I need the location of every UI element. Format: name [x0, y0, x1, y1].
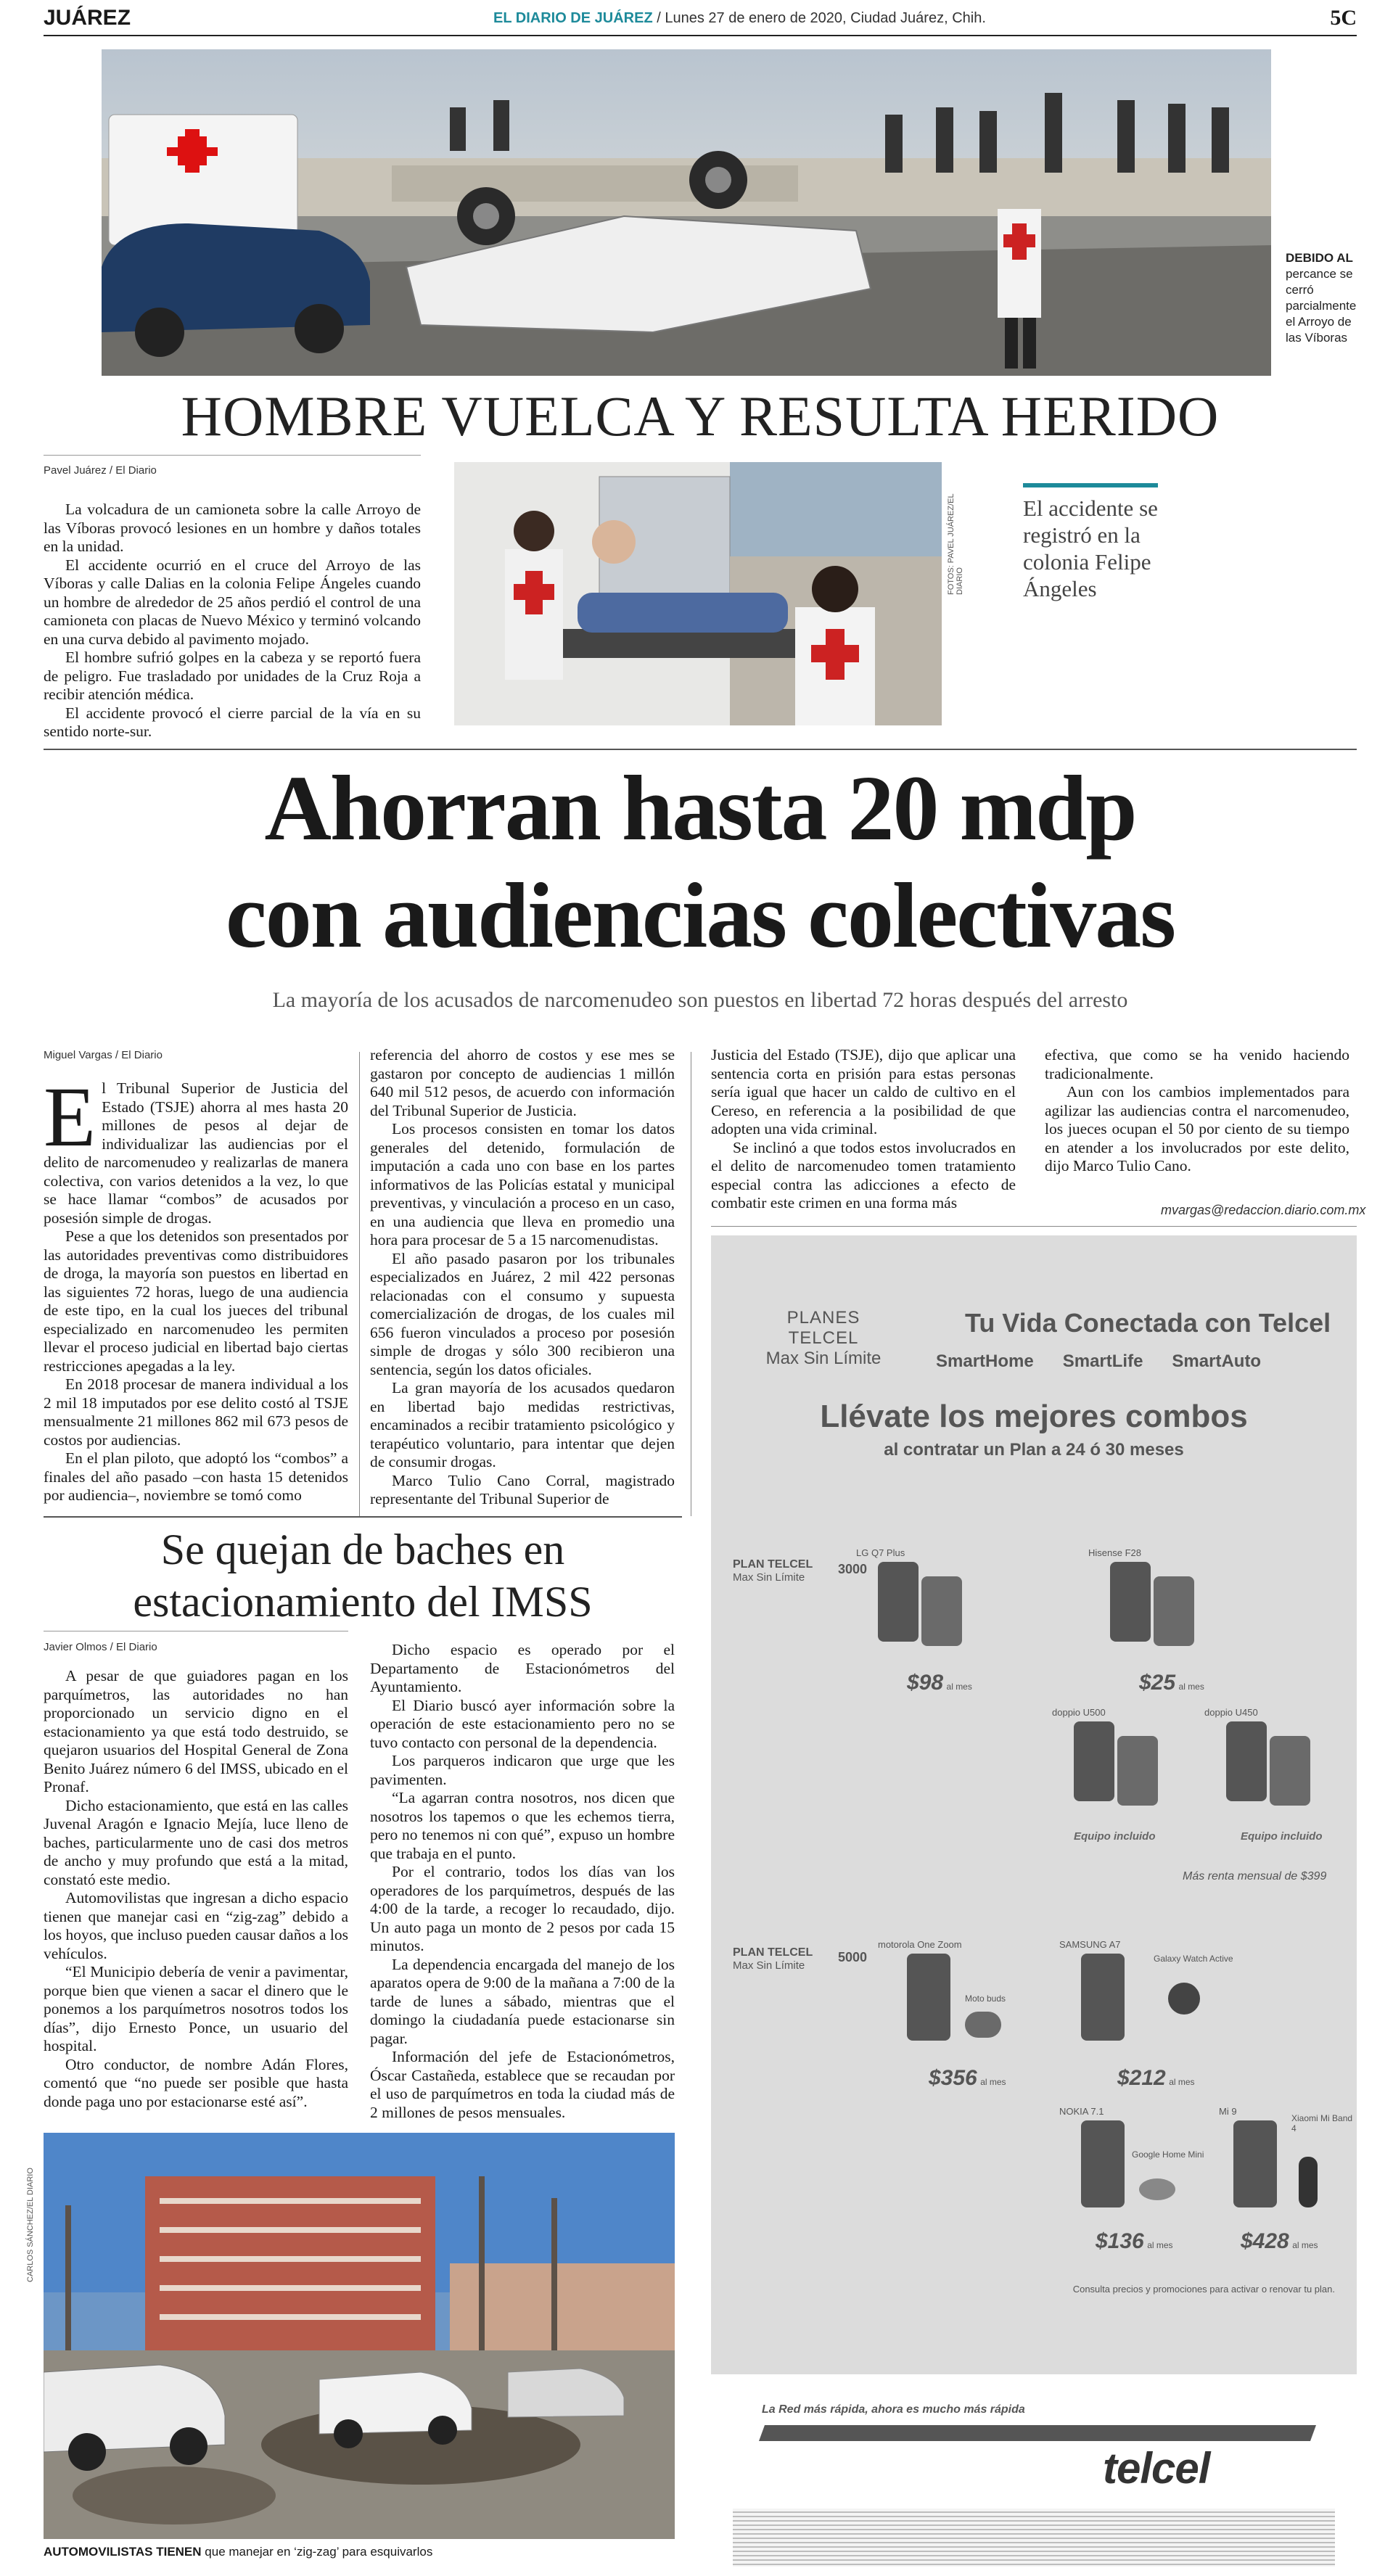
story2-col3 [711, 1046, 1016, 1213]
phone-icon [907, 1954, 950, 2041]
paragraph: El Diario buscó ayer información sobre la operación de este estacionamiento pero no se tuvo contacto con personal de la dependencia. [370, 1696, 675, 1751]
pullquote-rule [1023, 483, 1158, 487]
price-8 [1241, 2229, 1318, 2254]
speaker-icon [1139, 2178, 1175, 2200]
headline-line: Se quejan de baches en [160, 1526, 565, 1573]
equipo-1: Equipo incluido [1074, 1830, 1156, 1843]
phone-name: motorola One Zoom [878, 1939, 962, 1950]
caption-text: percance se cerró parcialmente el Arroyo de las Víboras [1286, 267, 1357, 345]
phone-icon [1110, 1562, 1151, 1642]
plan-3000-label [733, 1558, 813, 1584]
ad-brands [936, 1351, 1349, 1372]
phone-icon [1117, 1736, 1158, 1806]
phone-name: Mi 9 [1219, 2106, 1237, 2117]
price-2 [1139, 1671, 1204, 1695]
plans-label: PLANES TELCEL [786, 1308, 860, 1348]
paragraph: La volcadura de un camioneta sobre la calle Arroyo de las Víboras provocó lesiones en un hombre y daños totales en la unidad. [44, 501, 421, 555]
paragraph: Se inclinó a que todos estos involucrados en el delito de narcomenudeo tomen tratamiento especial contra las adicciones a efecto de combatir este crimen en una forma más [711, 1138, 1016, 1211]
paper-name: EL DIARIO DE JUÁREZ [493, 10, 653, 26]
paragraph: El año pasado pasaron por los tribunales especializados en Juárez, 2 mil 422 personas relacionadas con el consumo y supuesta comercialización de drogas, de los cuales mil 656 fueron vinculados a proceso por posesión simple de drogas y sólo 300 recibieron una sentencia, según los datos oficiales. [370, 1249, 675, 1378]
phone-card[interactable] [1088, 1547, 1233, 1656]
story2-headline [44, 754, 1357, 969]
story3-col2 [370, 1641, 675, 2122]
story3-byline: Javier Olmos / El Diario [44, 1641, 157, 1653]
paragraph: A pesar de que guiadores pagan en los parquímetros, las autoridades no han proporcionado un servicio digno en el estacionamiento ya que está todo destruido, se quejaron usuarios del Hospital General de Zona Benito Juárez número 6 del IMSS, ubicado en el Pronaf. [44, 1667, 348, 1795]
paragraph: El accidente provocó el cierre parcial de la vía en su sentido norte-sur. [44, 704, 421, 740]
price-6 [1117, 2066, 1195, 2091]
caption-text: que manejar en ‘zig-zag’ para esquivarlos [205, 2545, 433, 2559]
earbuds-icon [965, 2012, 1001, 2038]
paragraph: La gran mayoría de los acusados quedaron en libertad bajo medidas restrictivas, encaminados a recibir tratamiento psicológico y terapéutico voluntario, para intentar que dejen de consumir drogas. [370, 1379, 675, 1470]
paragraph: referencia del ahorro de costos y ese mes se gastaron por concepto de audiencias 1 millón 640 mil 512 pesos, de acuerdo con información del Tribunal Superior de Justicia. [370, 1046, 675, 1119]
paragraph: Los procesos consisten en tomar los datos generales del detenido, formulación de imputación a cada uno con base en los partes informativos de las Policías estatal y municipal preventivas, y vinculación a proceso en un caso, en una audiencia que lleva en promedio una hora para procesar de 5 a 15 narcomenudistas. [370, 1120, 675, 1248]
section-rule [44, 749, 1357, 750]
phone-name: NOKIA 7.1 [1059, 2106, 1104, 2117]
story2-deck: La mayoría de los acusados de narcomenudeo son puestos en libertad 72 horas después del arresto [272, 988, 1128, 1012]
per-month: al mes [980, 2077, 1006, 2087]
phone-name: SAMSUNG A7 [1059, 1939, 1121, 1950]
divider [44, 455, 421, 456]
phone-icon [1081, 1954, 1125, 2041]
accessory-name: Google Home Mini [1132, 2149, 1204, 2160]
price-1 [907, 1671, 972, 1695]
first-paragraph [44, 1069, 348, 1227]
story2-byline: Miguel Vargas / El Diario [44, 1049, 163, 1061]
headline-line: estacionamiento del IMSS [133, 1578, 593, 1626]
parking-lot-photo [44, 2133, 675, 2539]
paragraph: Aun con los cambios implementados para agilizar las audiencias contra el narcomenudeo, los jueces ocupan el 50 por ciento de su tiempo en atender a los involucrados por este delito, dijo Marco Tulio Cano. [1045, 1083, 1349, 1174]
price: $25 [1139, 1671, 1176, 1695]
paragraph: Dicho espacio es operado por el Departamento de Estacionómetros del Ayuntamiento. [370, 1641, 675, 1695]
page-number: 5C [1330, 6, 1357, 30]
per-month: al mes [946, 1682, 972, 1692]
telcel-ad-footer[interactable] [711, 2374, 1357, 2576]
accident-photo [102, 49, 1271, 376]
section-name: JUÁREZ [44, 6, 131, 30]
plans-sub: Max Sin Límite [765, 1349, 882, 1368]
phone-name: Hisense F28 [1088, 1547, 1141, 1558]
price-5 [929, 2066, 1006, 2091]
accessory-name: Xiaomi Mi Band 4 [1291, 2113, 1353, 2133]
story2-col1 [44, 1059, 348, 1505]
price: $356 [929, 2066, 977, 2090]
price-7 [1096, 2229, 1173, 2254]
author-email[interactable]: mvargas@redaccion.diario.com.mx [1161, 1203, 1366, 1217]
story1-body [44, 501, 421, 741]
phone-icon [1081, 2120, 1125, 2207]
accessory-name: Moto buds [965, 1993, 1006, 2004]
phone-card[interactable] [878, 1939, 1037, 2055]
paragraph: En 2018 procesar de manera individual a los 2 mil 18 imputados por ese delito costó al TSJE mensualmente 21 millones 862 mil 673 pesos de costos por audiencias. [44, 1375, 348, 1449]
page-header [44, 0, 1357, 36]
section-rule [44, 1516, 682, 1518]
paragraph: Por el contrario, todos los días van los operadores de los parquímetros, después de las 4:00 de la tarde, a recoger lo recaudado, dijo. Un auto paga un monto de 2 pesos por cada 15 minutos. [370, 1863, 675, 1954]
photo-credit: CARLOS SÁNCHEZ/EL DIARIO [26, 2168, 35, 2282]
phone-card[interactable] [1059, 2106, 1219, 2222]
date-text: / Lunes 27 de enero de 2020, Ciudad Juárez, Chih. [657, 10, 986, 26]
phone-icon [1074, 1721, 1114, 1801]
per-month: al mes [1147, 2240, 1173, 2250]
photo-caption [1286, 250, 1365, 346]
phone-card[interactable] [1052, 1707, 1197, 1816]
phone-name: doppio U500 [1052, 1707, 1106, 1718]
accessory-name: Galaxy Watch Active [1154, 1954, 1233, 1964]
ad-top-rule [711, 1226, 1357, 1227]
caption-lead: AUTOMOVILISTAS TIENEN [44, 2545, 202, 2559]
smartauto-logo: SmartAuto [1172, 1351, 1262, 1371]
price: $136 [1096, 2229, 1144, 2253]
plan-sub: Max Sin Límite [733, 1959, 805, 1972]
plan-sub: Max Sin Límite [733, 1571, 805, 1584]
paragraph: Dicho estacionamiento, que está en las calles Juvenal Aragón e Ignacio Mejía, luce lleno de baches, particularmente uno de casi dos metros de ancho y muy profundo que está a la mitad, constató este medio. [44, 1796, 348, 1888]
paragraph: Información del jefe de Estacionómetros, Óscar Castañeda, establece que se recaudan por el uso de parquímetros en toda la ciudad más de 2 millones de pesos mensuales. [370, 2048, 675, 2121]
paragraph: Otro conductor, de nombre Adán Flores, comentó que “no puede ser posible que hasta donde paga uno por estacionarse esté así”. [44, 2055, 348, 2110]
ad-promo-sub: al contratar un Plan a 24 ó 30 meses [884, 1440, 1184, 1460]
watch-icon [1168, 1983, 1200, 2015]
paragraph: efectiva, que como se ha venido haciendo tradicionalmente. [1045, 1046, 1349, 1082]
paramedics-photo [454, 462, 942, 725]
telcel-logo: telcel [1103, 2444, 1210, 2493]
paragraph: “El Municipio debería de venir a pavimentar, porque bien que vienen a sacar el dinero que le ponemos a los parquímetros nosotros todos los días”, dijo Ernesto Ponce, un usuario del hospital. [44, 1963, 348, 2054]
telcel-ad[interactable] [711, 1235, 1357, 2374]
plan-3000-number: 3000 [838, 1562, 868, 1576]
photo-credit: FOTOS: PAVEL JUÁREZ/EL DIARIO [947, 493, 964, 595]
dropcap: E [44, 1069, 96, 1164]
phone-card[interactable] [1204, 1707, 1349, 1816]
story2-col4 [1045, 1046, 1349, 1176]
phone-name: LG Q7 Plus [856, 1547, 905, 1558]
headline-line: con audiencias colectivas [225, 864, 1175, 967]
paragraph-text: l Tribunal Superior de Justicia del Estado (TSJE) ahorra al mes hasta 20 millones de pesos al dejar de individualizar las audiencias por el delito de narcomenudeo y realizarlas de manera colectiva, con varios detenidos a la vez, lo que se hace llamar “combos” de acusados por posesión simple de drogas. [44, 1079, 348, 1227]
paragraph: Marco Tulio Cano Corral, magistrado representante del Tribunal Superior de [370, 1471, 675, 1507]
renta-mensual: Más renta mensual de $399 [1183, 1870, 1327, 1882]
band-icon [1299, 2157, 1318, 2207]
plan-5000-label [733, 1946, 813, 1972]
slogan-bar [759, 2425, 1316, 2441]
paragraph: Pese a que los detenidos son presentados por las autoridades preventivas como distribuidores de droga, la mayoría son puestos en libertad en las siguientes 72 horas, luego de una audiencia de este tipo, en la cual los jueces del tribunal especializado en narcomenudeo les permiten llevar el proceso judicial en libertad bajo ciertas restricciones apegadas a la ley. [44, 1227, 348, 1375]
paragraph: En el plan piloto, que adoptó los “combos” a finales del año pasado –con hasta 15 detenidos por audiencia–, noviembre se tomó como [44, 1449, 348, 1504]
story3-headline [44, 1523, 682, 1628]
price: $212 [1117, 2066, 1166, 2090]
pullquote: El accidente se registró en la colonia Felipe Ángeles [1023, 495, 1158, 601]
per-month: al mes [1169, 2077, 1195, 2087]
phone-icon [1270, 1736, 1310, 1806]
plan-label: PLAN TELCEL [733, 1558, 813, 1571]
column-rule [359, 1052, 360, 1516]
fine-print [733, 2509, 1335, 2567]
price: $98 [907, 1671, 944, 1695]
ad-slogan: La Red más rápida, ahora es mucho más rápida [762, 2403, 1025, 2416]
phone-icon [1154, 1576, 1194, 1646]
phone-name: doppio U450 [1204, 1707, 1258, 1718]
paragraph: Los parqueros indicaron que urge que les pavimenten. [370, 1752, 675, 1788]
photo-caption [44, 2545, 675, 2559]
story1-byline: Pavel Juárez / El Diario [44, 464, 157, 477]
paragraph: “La agarran contra nosotros, nos dicen que nosotros los tapemos o que les echemos tierra, pero no tenemos ni con qué”, expuso un hombre que trabaja en el punto. [370, 1789, 675, 1862]
story3-col1 [44, 1667, 348, 2111]
phone-card[interactable] [1059, 1939, 1233, 2055]
story1-headline: HOMBRE VUELCA Y RESULTA HERIDO [181, 384, 1220, 448]
paragraph: La dependencia encargada del manejo de los aparatos opera de 9:00 de la mañana a 7:00 de la tarde de lunes a sábado, mientras que el domingo la ciudadanía puede estacionarse sin pagar. [370, 1955, 675, 2047]
smartlife-logo: SmartLife [1062, 1351, 1143, 1371]
phone-icon [921, 1576, 962, 1646]
plan-label: PLAN TELCEL [733, 1946, 813, 1959]
ad-consulta: Consulta precios y promociones para activar o renovar tu plan. [1072, 2284, 1335, 2295]
paragraph: El accidente ocurrió en el cruce del Arroyo de las Víboras y calle Dalias en la colonia Felipe Ángeles cuando un hombre de alrededor de 25 años perdió el control de una camioneta con placas de Nuevo México y terminó volcando en una curva debido al pavimento mojado. [44, 556, 421, 648]
per-month: al mes [1178, 1682, 1204, 1692]
story2-col2 [370, 1046, 675, 1509]
ad-promo: Llévate los mejores combos [820, 1399, 1248, 1434]
smarthome-logo: SmartHome [936, 1351, 1034, 1371]
headline-line: Ahorran hasta 20 mdp [264, 757, 1136, 860]
dateline [493, 10, 986, 27]
phone-card[interactable] [856, 1547, 1001, 1656]
ad-plans-title [755, 1308, 892, 1369]
phone-card[interactable] [1219, 2106, 1357, 2222]
price: $428 [1241, 2229, 1289, 2253]
phone-icon [1226, 1721, 1267, 1801]
equipo-2: Equipo incluido [1241, 1830, 1323, 1843]
paragraph: Automovilistas que ingresan a dicho espacio tienen que manejar casi en “zig-zag” debido a los hoyos, que incluso pueden causar daños a los vehículos. [44, 1889, 348, 1962]
per-month: al mes [1292, 2240, 1318, 2250]
paragraph: Justicia del Estado (TSJE), dijo que aplicar una sentencia corta en prisión para estas personas sería igual que hacer un caldo de cultivo en el Cereso, en referencia a la posibilidad de que adopten una vida criminal. [711, 1046, 1016, 1137]
phone-icon [878, 1562, 919, 1642]
paragraph: El hombre sufrió golpes en la cabeza y se reportó fuera de peligro. Fue trasladado por unidades de la Cruz Roja a recibir atención médica. [44, 649, 421, 703]
phone-icon [1233, 2120, 1277, 2207]
plan-5000-number: 5000 [838, 1950, 868, 1964]
caption-lead: DEBIDO AL [1286, 251, 1353, 265]
ad-headline: Tu Vida Conectada con Telcel [965, 1308, 1331, 1338]
